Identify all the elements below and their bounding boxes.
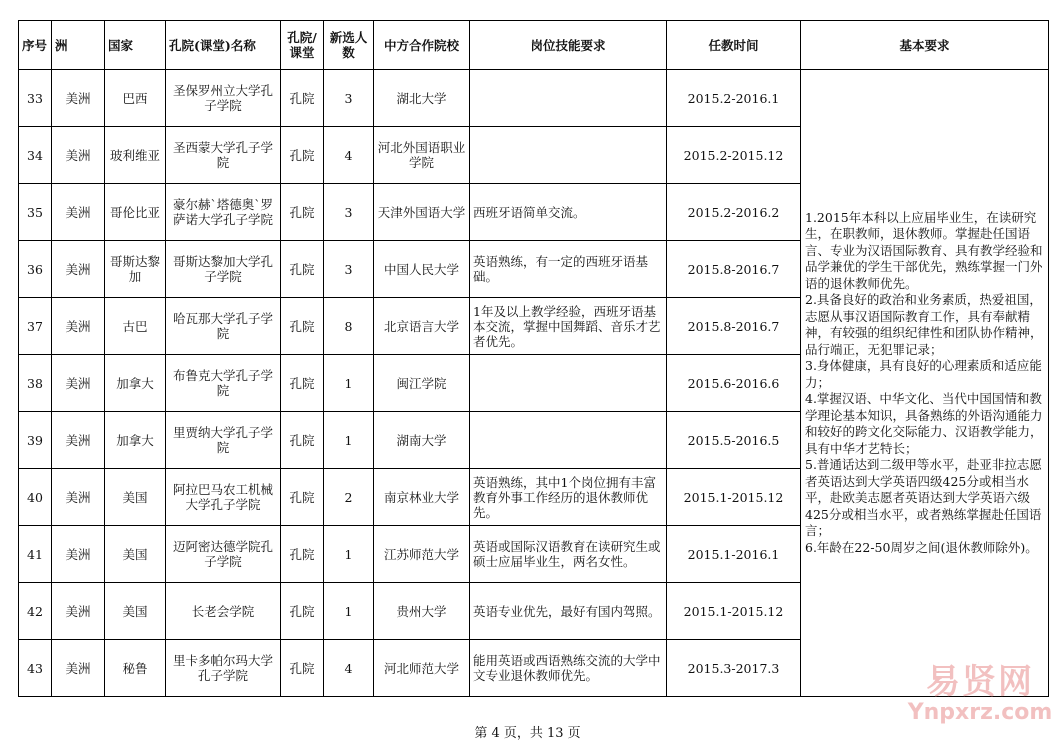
cell-skills <box>470 127 667 184</box>
cell-skills <box>470 70 667 127</box>
header-institute: 孔院(课堂)名称 <box>166 21 281 70</box>
header-term: 任教时间 <box>667 21 801 70</box>
header-seq: 序号 <box>19 21 52 70</box>
cell-seq: 41 <box>19 526 52 583</box>
cell-continent: 美洲 <box>52 184 105 241</box>
cell-partner: 湖北大学 <box>374 70 470 127</box>
cell-seq: 35 <box>19 184 52 241</box>
cell-country: 玻利维亚 <box>105 127 166 184</box>
cell-continent: 美洲 <box>52 640 105 697</box>
cell-term: 2015.5-2016.5 <box>667 412 801 469</box>
basic-requirements-cell: 1.2015年本科以上应届毕业生，在读研究生，在职教师，退休教师。掌握赴任国语言、专业为汉语国际教育、具有教学经验和品学兼优的学生干部优先，熟练掌握一门外语的退休教师优先。 2.具备良好的政治和业务素质，热爱祖国，志愿从事汉语国际教育工作，具有奉献精神，有较强的组织纪律性和团队协作精神，品行端正，无犯罪记录； 3.身体健康，具有良好的心理素质和适应能力； 4.掌握汉语、中华文化、当代中国国情和教学理论基本知识，具备熟练的外语沟通能力和较好的跨文化交际能力、汉语教学能力，具有中华才艺特长； 5.普通话达到二级甲等水平，赴亚非拉志愿者英语达到大学英语四级425分或相当水平，赴欧美志愿者英语达到大学英语六级425分或相当水平，或者熟练掌握赴任国语言； 6.年龄在22-50周岁之间(退休教师除外)。 <box>801 70 1049 697</box>
cell-count: 1 <box>324 583 374 640</box>
header-continent: 洲 <box>52 21 105 70</box>
cell-count: 1 <box>324 526 374 583</box>
cell-type: 孔院 <box>281 127 324 184</box>
cell-partner: 河北师范大学 <box>374 640 470 697</box>
cell-seq: 42 <box>19 583 52 640</box>
cell-skills: 英语熟练，有一定的西班牙语基础。 <box>470 241 667 298</box>
cell-institute: 阿拉巴马农工机械大学孔子学院 <box>166 469 281 526</box>
cell-type: 孔院 <box>281 583 324 640</box>
watermark-en: Ynpxrz.com <box>907 700 1053 725</box>
cell-country: 古巴 <box>105 298 166 355</box>
volunteer-positions-table <box>18 20 1049 697</box>
cell-country: 哥斯达黎加 <box>105 241 166 298</box>
cell-type: 孔院 <box>281 526 324 583</box>
cell-continent: 美洲 <box>52 241 105 298</box>
cell-term: 2015.2-2016.1 <box>667 70 801 127</box>
cell-country: 美国 <box>105 583 166 640</box>
cell-institute: 里卡多帕尔玛大学孔子学院 <box>166 640 281 697</box>
cell-continent: 美洲 <box>52 583 105 640</box>
cell-seq: 43 <box>19 640 52 697</box>
cell-institute: 迈阿密达德学院孔子学院 <box>166 526 281 583</box>
cell-type: 孔院 <box>281 70 324 127</box>
cell-continent: 美洲 <box>52 412 105 469</box>
cell-type: 孔院 <box>281 241 324 298</box>
cell-continent: 美洲 <box>52 355 105 412</box>
cell-skills <box>470 355 667 412</box>
cell-type: 孔院 <box>281 469 324 526</box>
cell-country: 哥伦比亚 <box>105 184 166 241</box>
cell-term: 2015.2-2015.12 <box>667 127 801 184</box>
cell-seq: 38 <box>19 355 52 412</box>
cell-skills: 能用英语或西语熟练交流的大学中文专业退休教师优先。 <box>470 640 667 697</box>
cell-continent: 美洲 <box>52 127 105 184</box>
cell-partner: 河北外国语职业学院 <box>374 127 470 184</box>
cell-term: 2015.3-2017.3 <box>667 640 801 697</box>
cell-partner: 湖南大学 <box>374 412 470 469</box>
cell-count: 8 <box>324 298 374 355</box>
cell-count: 1 <box>324 355 374 412</box>
cell-seq: 36 <box>19 241 52 298</box>
cell-partner: 南京林业大学 <box>374 469 470 526</box>
cell-count: 1 <box>324 412 374 469</box>
cell-country: 加拿大 <box>105 355 166 412</box>
header-count: 新选人数 <box>324 21 374 70</box>
site-watermark <box>905 663 1055 725</box>
cell-term: 2015.1-2016.1 <box>667 526 801 583</box>
cell-institute: 布鲁克大学孔子学院 <box>166 355 281 412</box>
cell-type: 孔院 <box>281 298 324 355</box>
cell-seq: 33 <box>19 70 52 127</box>
cell-term: 2015.1-2015.12 <box>667 583 801 640</box>
cell-seq: 37 <box>19 298 52 355</box>
watermark-cn: 易贤网 <box>926 662 1034 702</box>
cell-term: 2015.8-2016.7 <box>667 298 801 355</box>
cell-count: 4 <box>324 640 374 697</box>
cell-type: 孔院 <box>281 184 324 241</box>
cell-country: 美国 <box>105 469 166 526</box>
cell-institute: 里贾纳大学孔子学院 <box>166 412 281 469</box>
header-skills: 岗位技能要求 <box>470 21 667 70</box>
cell-type: 孔院 <box>281 640 324 697</box>
cell-institute: 长老会学院 <box>166 583 281 640</box>
cell-partner: 中国人民大学 <box>374 241 470 298</box>
cell-institute: 圣西蒙大学孔子学院 <box>166 127 281 184</box>
cell-partner: 天津外国语大学 <box>374 184 470 241</box>
cell-skills: 1年及以上教学经验，西班牙语基本交流，掌握中国舞蹈、音乐才艺者优先。 <box>470 298 667 355</box>
cell-term: 2015.2-2016.2 <box>667 184 801 241</box>
cell-type: 孔院 <box>281 355 324 412</box>
cell-count: 3 <box>324 241 374 298</box>
cell-count: 3 <box>324 70 374 127</box>
header-basic: 基本要求 <box>801 21 1049 70</box>
cell-count: 3 <box>324 184 374 241</box>
table-header-row <box>19 21 1049 70</box>
cell-country: 加拿大 <box>105 412 166 469</box>
cell-country: 美国 <box>105 526 166 583</box>
table-body <box>19 70 1049 697</box>
cell-institute: 哥斯达黎加大学孔子学院 <box>166 241 281 298</box>
cell-term: 2015.6-2016.6 <box>667 355 801 412</box>
header-partner: 中方合作院校 <box>374 21 470 70</box>
cell-continent: 美洲 <box>52 469 105 526</box>
cell-partner: 贵州大学 <box>374 583 470 640</box>
page-footer: 第 4 页，共 13 页 <box>474 726 581 741</box>
cell-partner: 江苏师范大学 <box>374 526 470 583</box>
cell-seq: 39 <box>19 412 52 469</box>
cell-partner: 闽江学院 <box>374 355 470 412</box>
cell-seq: 40 <box>19 469 52 526</box>
cell-partner: 北京语言大学 <box>374 298 470 355</box>
cell-skills: 英语熟练，其中1个岗位拥有丰富教育外事工作经历的退休教师优先。 <box>470 469 667 526</box>
cell-skills: 英语专业优先，最好有国内驾照。 <box>470 583 667 640</box>
cell-term: 2015.1-2015.12 <box>667 469 801 526</box>
cell-skills <box>470 412 667 469</box>
cell-term: 2015.8-2016.7 <box>667 241 801 298</box>
cell-institute: 哈瓦那大学孔子学院 <box>166 298 281 355</box>
cell-count: 4 <box>324 127 374 184</box>
cell-skills: 西班牙语简单交流。 <box>470 184 667 241</box>
cell-continent: 美洲 <box>52 526 105 583</box>
cell-count: 2 <box>324 469 374 526</box>
header-country: 国家 <box>105 21 166 70</box>
cell-continent: 美洲 <box>52 298 105 355</box>
cell-institute: 圣保罗州立大学孔子学院 <box>166 70 281 127</box>
cell-seq: 34 <box>19 127 52 184</box>
table-row <box>19 70 1049 127</box>
cell-country: 巴西 <box>105 70 166 127</box>
cell-continent: 美洲 <box>52 70 105 127</box>
cell-skills: 英语或国际汉语教育在读研究生或硕士应届毕业生，两名女性。 <box>470 526 667 583</box>
cell-country: 秘鲁 <box>105 640 166 697</box>
cell-institute: 豪尔赫`塔德奥`罗萨诺大学孔子学院 <box>166 184 281 241</box>
header-type: 孔院/课堂 <box>281 21 324 70</box>
cell-type: 孔院 <box>281 412 324 469</box>
